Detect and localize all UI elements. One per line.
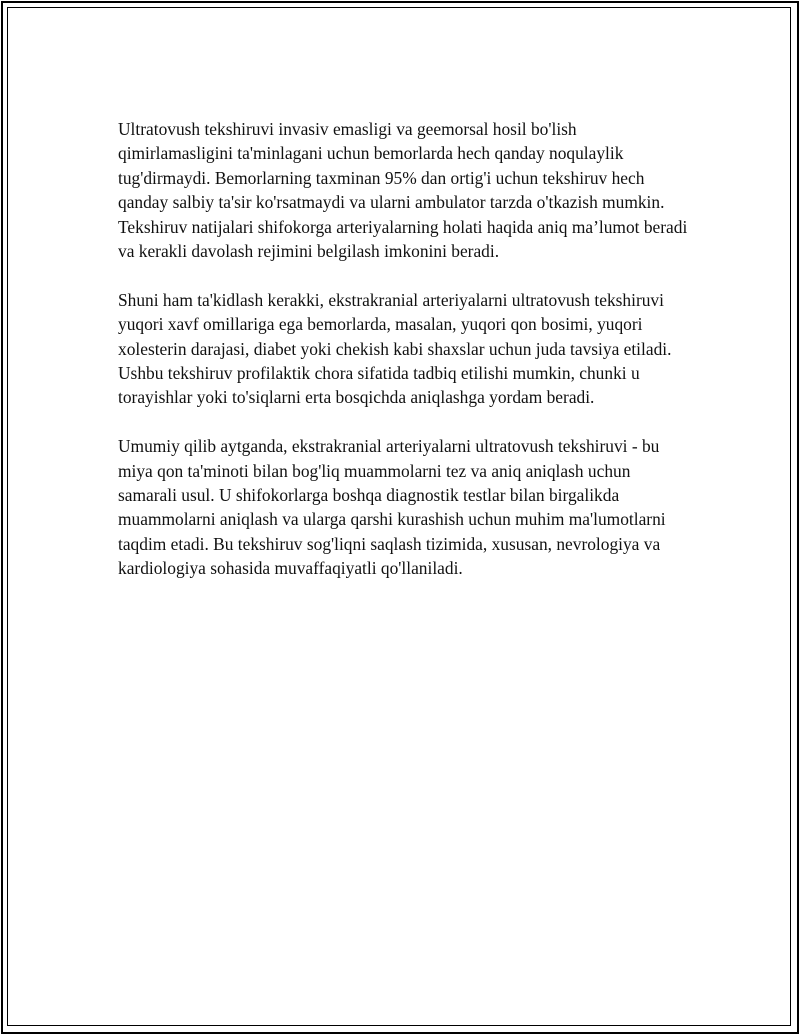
paragraph-3: Umumiy qilib aytganda, ekstrakranial arteriyalarni ultratovush tekshiruvi - bu miya qon ta'minoti bilan bog'liq muammolarni tez va aniq aniqlash uchun samarali usul. U shifokorlarga boshqa diagnostik testlar bilan birgalikda muammolarni aniqlash va ularga qarshi kurashish uchun muhim ma'lumotlarni taqdim etadi. Bu tekshiruv sog'liqni saqlash tizimida, xususan, nevrologiya va kardiologiya sohasida muvaffaqiyatli qo'llaniladi. — [118, 436, 666, 579]
paragraph-1: Ultratovush tekshiruvi invasiv emasligi va geemorsal hosil bo'lish qimirlamasligini ta'minlagani uchun bemorlarda hech qanday noqulaylik tug'dirmaydi. Bemorlarning taxminan 95% dan ortig'i uchun tekshiruv hech qanday salbiy ta'sir ko'rsatmaydi va ularni ambulator tarzda o'tkazish mumkin. Tekshiruv natijalari shifokorga arteriyalarning holati haqida aniq ma’lumot beradi va kerakli davolash rejimini belgilash imkonini beradi. — [118, 119, 688, 262]
document-body — [118, 117, 693, 605]
paragraph-2: Shuni ham ta'kidlash kerakki, ekstrakranial arteriyalarni ultratovush tekshiruvi yuqori xavf omillariga ega bemorlarda, masalan, yuqori qon bosimi, yuqori xolesterin darajasi, diabet yoki chekish kabi shaxslar uchun juda tavsiya etiladi. Ushbu tekshiruv profilaktik chora sifatida tadbiq etilishi mumkin, chunki u torayishlar yoki to'siqlarni erta bosqichda aniqlashga yordam beradi. — [118, 289, 672, 408]
